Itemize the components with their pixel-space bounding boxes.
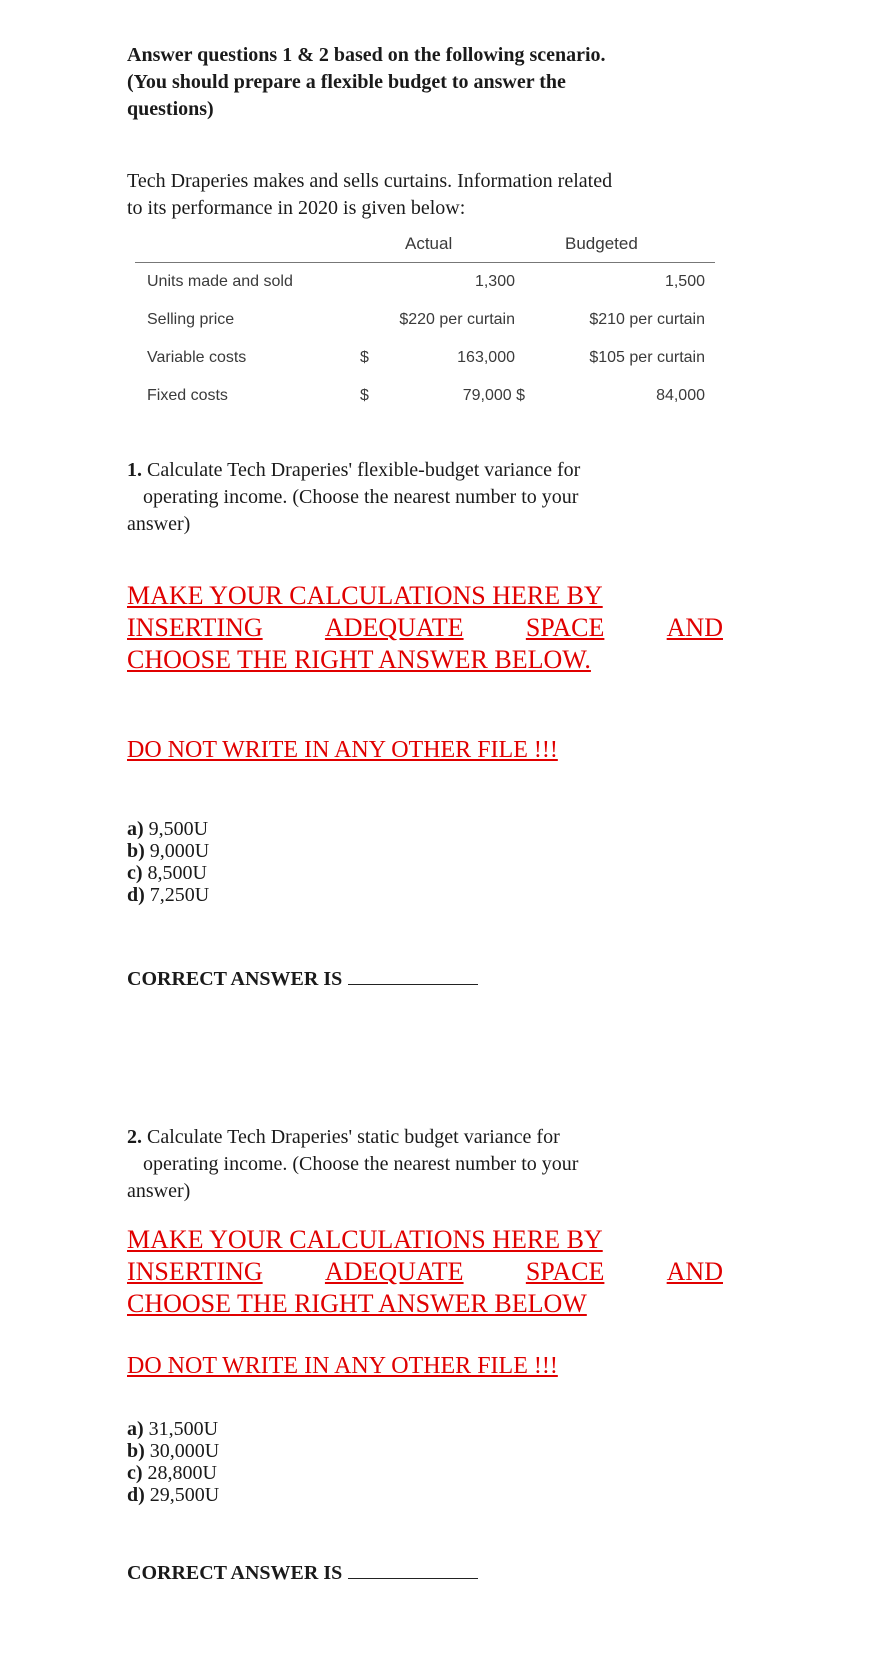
option-text: 9,000U: [149, 840, 210, 862]
intro-line: Answer questions 1 & 2 based on the following scenario.: [127, 44, 606, 66]
option-letter: a): [127, 1418, 144, 1440]
instruction-line: [127, 612, 723, 644]
option-b[interactable]: [127, 1440, 727, 1462]
row-label: Variable costs: [147, 349, 247, 366]
instruction-word: SPACE: [525, 1257, 605, 1286]
table-row: [135, 301, 715, 339]
instruction-line: CHOOSE THE RIGHT ANSWER BELOW: [127, 1289, 587, 1318]
option-c[interactable]: [127, 1462, 727, 1484]
row-label: Units made and sold: [147, 273, 293, 290]
question-line: answer): [127, 1180, 191, 1202]
scenario-line: Tech Draperies makes and sells curtains. Information related: [127, 170, 613, 192]
question-number: 2.: [127, 1126, 142, 1148]
option-text: 28,800U: [147, 1462, 217, 1484]
instruction-word: AND: [666, 1257, 723, 1286]
q1-instructions: [127, 580, 723, 676]
question-line: answer): [127, 513, 191, 535]
row-budgeted: 84,000: [656, 387, 705, 404]
option-letter: d): [127, 884, 145, 906]
row-actual-sign: $: [360, 387, 369, 404]
scenario-line: to its performance in 2020 is given below:: [127, 197, 466, 219]
row-budgeted: 1,500: [664, 273, 705, 290]
intro-line: questions): [127, 98, 214, 120]
row-label: Selling price: [147, 311, 235, 328]
table-row: [135, 263, 715, 301]
table-row: [135, 339, 715, 377]
answer-label: CORRECT ANSWER IS: [127, 968, 343, 990]
instruction-word: ADEQUATE: [324, 1257, 464, 1286]
instruction-word: SPACE: [525, 613, 605, 642]
q2-answer-line: [127, 1562, 727, 1585]
q1-warning: DO NOT WRITE IN ANY OTHER FILE !!!: [127, 737, 558, 763]
option-letter: c): [127, 862, 143, 884]
row-actual-sign: $: [360, 349, 369, 366]
instruction-line: MAKE YOUR CALCULATIONS HERE BY: [127, 581, 603, 610]
option-text: 30,000U: [149, 1440, 220, 1462]
answer-blank[interactable]: [348, 1578, 478, 1579]
scenario-text: [127, 168, 717, 222]
option-letter: d): [127, 1484, 145, 1506]
instruction-word: ADEQUATE: [324, 613, 464, 642]
intro-line: (You should prepare a flexible budget to answer the: [127, 71, 566, 93]
option-text: 29,500U: [149, 1484, 220, 1506]
answer-label: CORRECT ANSWER IS: [127, 1562, 343, 1584]
q2-instructions: [127, 1224, 723, 1320]
row-actual: 1,300: [474, 273, 515, 290]
option-d[interactable]: [127, 884, 727, 906]
table-header: [135, 228, 715, 263]
option-text: 8,500U: [147, 862, 207, 884]
instruction-word: INSERTING: [127, 613, 263, 642]
option-letter: a): [127, 818, 144, 840]
option-a[interactable]: [127, 818, 727, 840]
option-b[interactable]: [127, 840, 727, 862]
question-line: operating income. (Choose the nearest number to your: [143, 1153, 579, 1175]
option-d[interactable]: [127, 1484, 727, 1506]
option-text: 7,250U: [149, 884, 210, 906]
row-actual: 163,000: [457, 349, 515, 366]
q1-options: [127, 818, 727, 906]
row-label: Fixed costs: [147, 387, 228, 404]
instruction-line: [127, 1256, 723, 1288]
header-actual: Actual: [405, 234, 453, 253]
instruction-line: MAKE YOUR CALCULATIONS HERE BY: [127, 1225, 603, 1254]
instruction-word: INSERTING: [127, 1257, 263, 1286]
option-text: 31,500U: [148, 1418, 219, 1440]
row-budgeted: $105 per curtain: [589, 349, 705, 366]
instruction-line: CHOOSE THE RIGHT ANSWER BELOW.: [127, 645, 591, 674]
option-letter: c): [127, 1462, 143, 1484]
question-2: [127, 1124, 727, 1205]
row-budgeted: $210 per curtain: [589, 311, 705, 328]
option-c[interactable]: [127, 862, 727, 884]
table-row: [135, 377, 715, 415]
question-number: 1.: [127, 459, 142, 481]
answer-blank[interactable]: [348, 984, 478, 985]
performance-table: [135, 228, 715, 415]
option-letter: b): [127, 1440, 145, 1462]
header-budgeted: Budgeted: [565, 234, 638, 253]
q2-options: [127, 1418, 727, 1506]
q2-warning: DO NOT WRITE IN ANY OTHER FILE !!!: [127, 1353, 558, 1379]
question-line: Calculate Tech Draperies' static budget variance for: [147, 1126, 560, 1148]
option-a[interactable]: [127, 1418, 727, 1440]
row-actual: $220 per curtain: [399, 311, 515, 328]
instruction-word: AND: [666, 613, 723, 642]
option-text: 9,500U: [148, 818, 209, 840]
row-actual: 79,000 $: [462, 387, 525, 404]
question-1: [127, 457, 727, 538]
question-line: operating income. (Choose the nearest number to your: [143, 486, 579, 508]
q1-answer-line: [127, 968, 727, 991]
question-line: Calculate Tech Draperies' flexible-budget variance for: [147, 459, 581, 481]
intro-heading: [127, 42, 727, 123]
option-letter: b): [127, 840, 145, 862]
